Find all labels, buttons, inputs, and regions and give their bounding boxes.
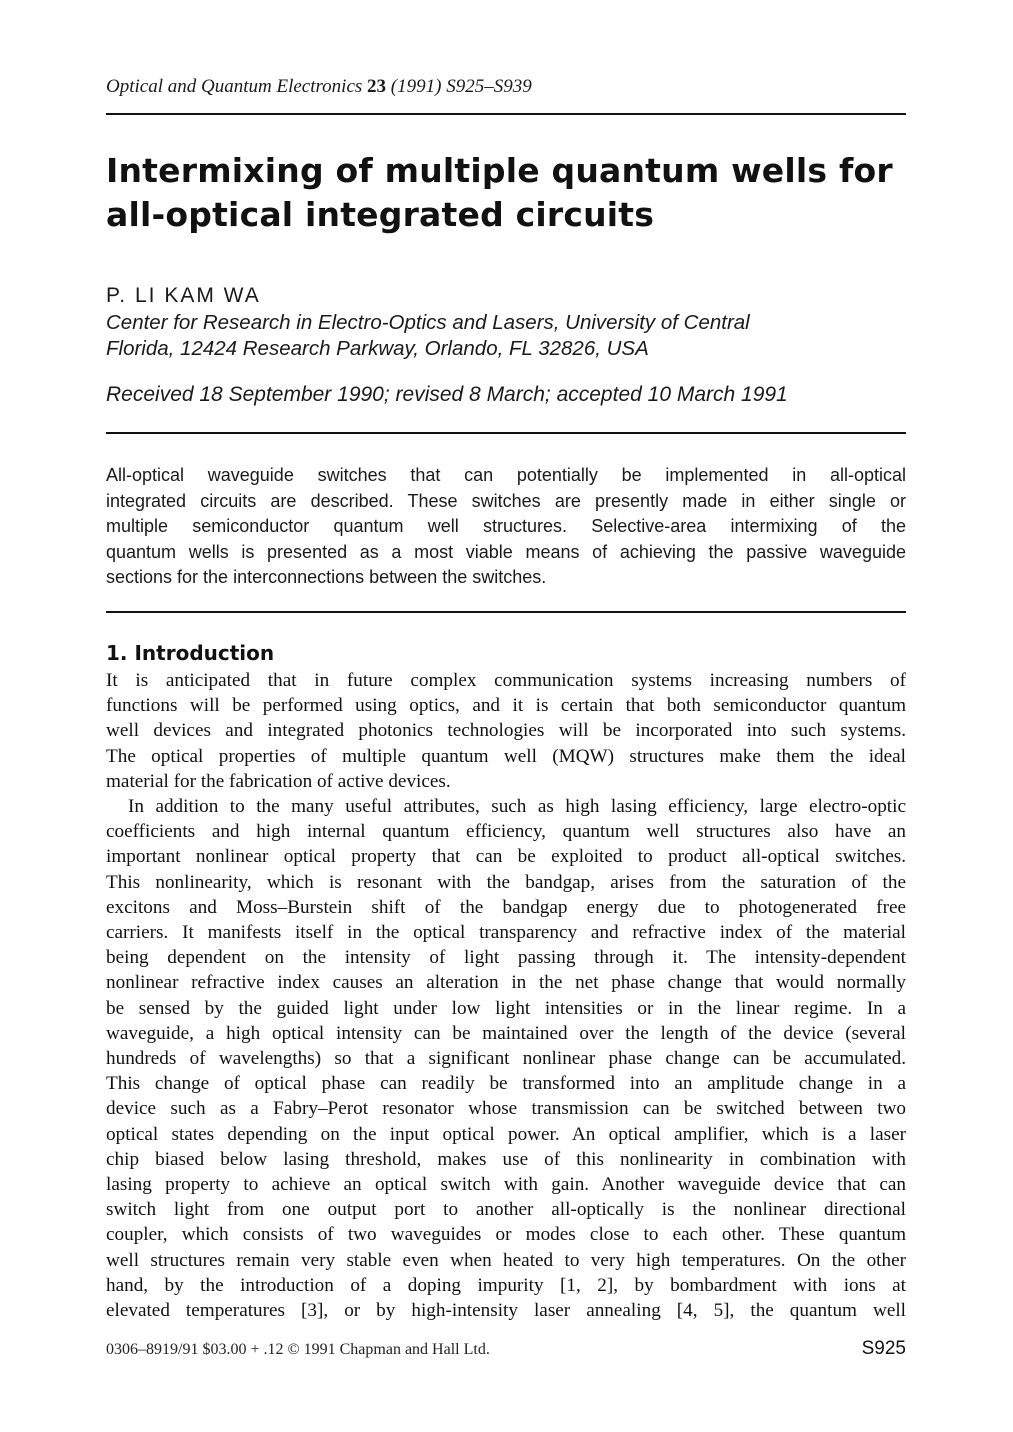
body-line: In addition to the many useful attributes, such as high lasing efficiency, large electro-optic — [128, 796, 906, 818]
section-heading: 1. Introduction — [106, 641, 275, 665]
title-line: Intermixing of multiple quantum wells for — [106, 151, 893, 190]
abstract-line: quantum wells is presented as a most viable means of achieving the passive waveguide — [106, 541, 906, 562]
body-line: excitons and Moss–Burstein shift of the bandgap energy due to photogenerated free — [106, 896, 906, 918]
journal-volume: 23 — [367, 76, 387, 97]
header-rule — [106, 113, 906, 115]
body-line: being dependent on the intensity of light passing through it. The intensity-dependent — [106, 947, 906, 969]
article-title — [106, 149, 906, 237]
body-line: well devices and integrated photonics technologies will be incorporated into such systems. — [106, 720, 906, 742]
body-line: functions will be performed using optics, and it is certain that both semiconductor quantum — [106, 695, 906, 717]
body-line: carriers. It manifests itself in the optical transparency and refractive index of the material — [106, 922, 906, 944]
body-line: important nonlinear optical property that can be exploited to product all-optical switches. — [106, 846, 906, 868]
body-line: material for the fabrication of active devices. — [106, 770, 451, 792]
body-line: elevated temperatures [3], or by high-intensity laser annealing [4, 5], the quantum well — [106, 1300, 906, 1322]
abstract — [106, 463, 906, 591]
body-line: It is anticipated that in future complex communication systems increasing numbers of — [106, 670, 906, 691]
journal-citation: (1991) S925–S939 — [390, 76, 532, 97]
body-line: optical states depending on the input optical power. An optical amplifier, which is a laser — [106, 1123, 906, 1145]
body-line: device such as a Fabry–Perot resonator whose transmission can be switched between two — [106, 1098, 906, 1120]
body-line: coefficients and high internal quantum efficiency, quantum well structures also have an — [106, 821, 906, 843]
abstract-line: integrated circuits are described. These switches are presently made in either single or — [106, 490, 906, 511]
body-line: hand, by the introduction of a doping impurity [1, 2], by bombardment with ions at — [106, 1274, 906, 1296]
body-line: This change of optical phase can readily be transformed into an amplitude change in a — [106, 1073, 906, 1095]
body-line: be sensed by the guided light under low light intensities or in the linear regime. In a — [106, 997, 906, 1019]
affiliation-line: Florida, 12424 Research Parkway, Orlando, FL 32826, USA — [106, 337, 649, 360]
body-line: well structures remain very stable even when heated to very high temperatures. On the other — [106, 1249, 906, 1271]
abstract-top-rule — [106, 432, 906, 434]
body-line: lasing property to achieve an optical switch with gain. Another waveguide device that can — [106, 1174, 906, 1196]
title-line: all-optical integrated circuits — [106, 195, 655, 234]
body-line: waveguide, a high optical intensity can be maintained over the length of the device (several — [106, 1022, 906, 1044]
abstract-line: multiple semiconductor quantum well structures. Selective-area intermixing of the — [106, 516, 906, 536]
affiliation-line: Center for Research in Electro-Optics and Lasers, University of Central — [106, 311, 750, 334]
copyright-footer: 0306–8919/91 $03.00 + .12 © 1991 Chapman and Hall Ltd. — [106, 1341, 490, 1358]
body-line: nonlinear refractive index causes an alteration in the net phase change that would normally — [106, 972, 906, 994]
abstract-bottom-rule — [106, 611, 906, 613]
body-line: hundreds of wavelengths) so that a significant nonlinear phase change can be accumulated. — [106, 1048, 906, 1070]
body-text — [106, 668, 906, 1323]
body-line: chip biased below lasing threshold, makes use of this nonlinearity in combination with — [106, 1148, 906, 1170]
body-line: The optical properties of multiple quantum well (MQW) structures make them the ideal — [106, 745, 906, 767]
abstract-line: All-optical waveguide switches that can potentially be implemented in all-optical — [106, 465, 906, 485]
received-dates: Received 18 September 1990; revised 8 March; accepted 10 March 1991 — [106, 383, 788, 406]
journal-name: Optical and Quantum Electronics — [106, 76, 363, 97]
abstract-line: sections for the interconnections between the switches. — [106, 567, 547, 587]
author-name: P. LI KAM WA — [106, 284, 261, 307]
body-line: coupler, which consists of two waveguides or modes close to each other. These quantum — [106, 1224, 906, 1246]
journal-header — [106, 76, 906, 98]
body-line: This nonlinearity, which is resonant with the bandgap, arises from the saturation of the — [106, 871, 906, 893]
page-number: S925 — [861, 1338, 906, 1359]
author-affiliation — [106, 310, 906, 362]
body-line: switch light from one output port to another all-optically is the nonlinear directional — [106, 1199, 906, 1221]
